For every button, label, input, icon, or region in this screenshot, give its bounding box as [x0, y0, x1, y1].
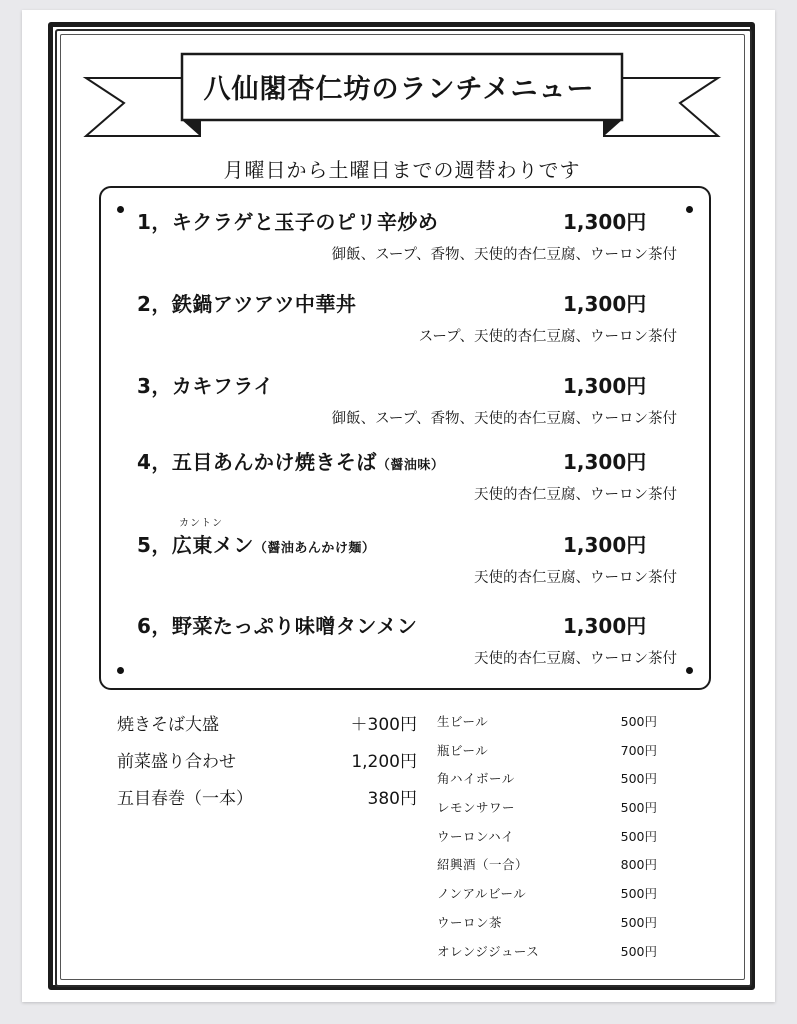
item-description: スープ、天使的杏仁豆腐、ウーロン茶付: [418, 329, 677, 345]
extra-item: [117, 710, 417, 747]
banner-title: 八仙閣杏仁坊のランチメニュー: [203, 73, 595, 105]
item-name: 5，広東メン（醤油あんかけ麺）: [137, 533, 376, 557]
extra-item: [117, 784, 417, 821]
drink-price: 700円: [620, 742, 657, 758]
menu-sheet: [22, 10, 775, 1002]
drink-item: [437, 769, 657, 798]
item-price: 1,300円: [563, 614, 647, 638]
item-price: 1,300円: [563, 533, 647, 557]
drink-price: 500円: [620, 714, 657, 729]
drink-price: 500円: [620, 943, 657, 959]
item-price: 1,300円: [563, 210, 647, 234]
drink-name: ウーロン茶: [437, 914, 503, 930]
corner-dot: [686, 667, 693, 674]
drink-name: 紹興酒（一合）: [437, 857, 529, 873]
drink-name: 瓶ビール: [437, 742, 489, 758]
extra-item: [117, 747, 417, 784]
corner-dot: [117, 667, 124, 674]
drink-item: [437, 712, 657, 741]
drink-name: 角ハイボール: [437, 771, 515, 787]
drink-name: 生ビール: [437, 714, 489, 729]
extra-price: ＋300円: [350, 715, 417, 735]
drink-item: [437, 827, 657, 856]
item-description: 天使的杏仁豆腐、ウーロン茶付: [474, 570, 677, 586]
drink-price: 500円: [620, 914, 657, 930]
item-name: 1，キクラゲと玉子のピリ辛炒め: [137, 210, 439, 234]
drink-item: [437, 798, 657, 827]
item-description: 御飯、スープ、香物、天使的杏仁豆腐、ウーロン茶付: [331, 411, 677, 427]
item-price: 1,300円: [563, 292, 647, 316]
extra-name: 前菜盛り合わせ: [117, 752, 236, 772]
drink-item: [437, 942, 657, 971]
drink-item: [437, 855, 657, 884]
extra-name: 焼きそば大盛: [117, 715, 219, 735]
drink-price: 500円: [620, 828, 657, 844]
furigana: カントン: [179, 518, 223, 529]
item-name: 4，五目あんかけ焼きそば（醤油味）: [137, 450, 445, 474]
drinks-list: [437, 712, 657, 970]
extra-name: 五目春巻（一本）: [117, 789, 253, 809]
drink-name: レモンサワー: [437, 800, 516, 816]
subtitle: 月曜日から土曜日までの週替わりです: [223, 158, 581, 182]
extra-price: 380円: [367, 789, 417, 809]
item-name: 2，鉄鍋アツアツ中華丼: [137, 292, 357, 316]
item-description: 天使的杏仁豆腐、ウーロン茶付: [474, 487, 677, 503]
extras-list: [117, 710, 417, 821]
drink-item: [437, 741, 657, 770]
extra-price: 1,200円: [351, 752, 417, 772]
drink-item: [437, 884, 657, 913]
lunch-menu-box: [99, 186, 711, 690]
drink-item: [437, 913, 657, 942]
drink-price: 500円: [620, 800, 657, 816]
drink-name: オレンジジュース: [437, 943, 540, 959]
item-name: 6，野菜たっぷり味噌タンメン: [137, 614, 418, 638]
corner-dot: [686, 206, 693, 213]
drink-name: ノンアルビール: [437, 886, 527, 902]
corner-dot: [117, 206, 124, 213]
item-description: 天使的杏仁豆腐、ウーロン茶付: [474, 651, 677, 667]
drink-price: 500円: [620, 886, 657, 902]
drink-price: 500円: [620, 771, 657, 787]
item-name: 3，カキフライ: [137, 374, 274, 398]
item-price: 1,300円: [563, 374, 647, 398]
drink-price: 800円: [620, 857, 657, 873]
item-price: 1,300円: [563, 450, 647, 474]
drink-name: ウーロンハイ: [437, 828, 515, 844]
item-description: 御飯、スープ、香物、天使的杏仁豆腐、ウーロン茶付: [331, 247, 677, 263]
